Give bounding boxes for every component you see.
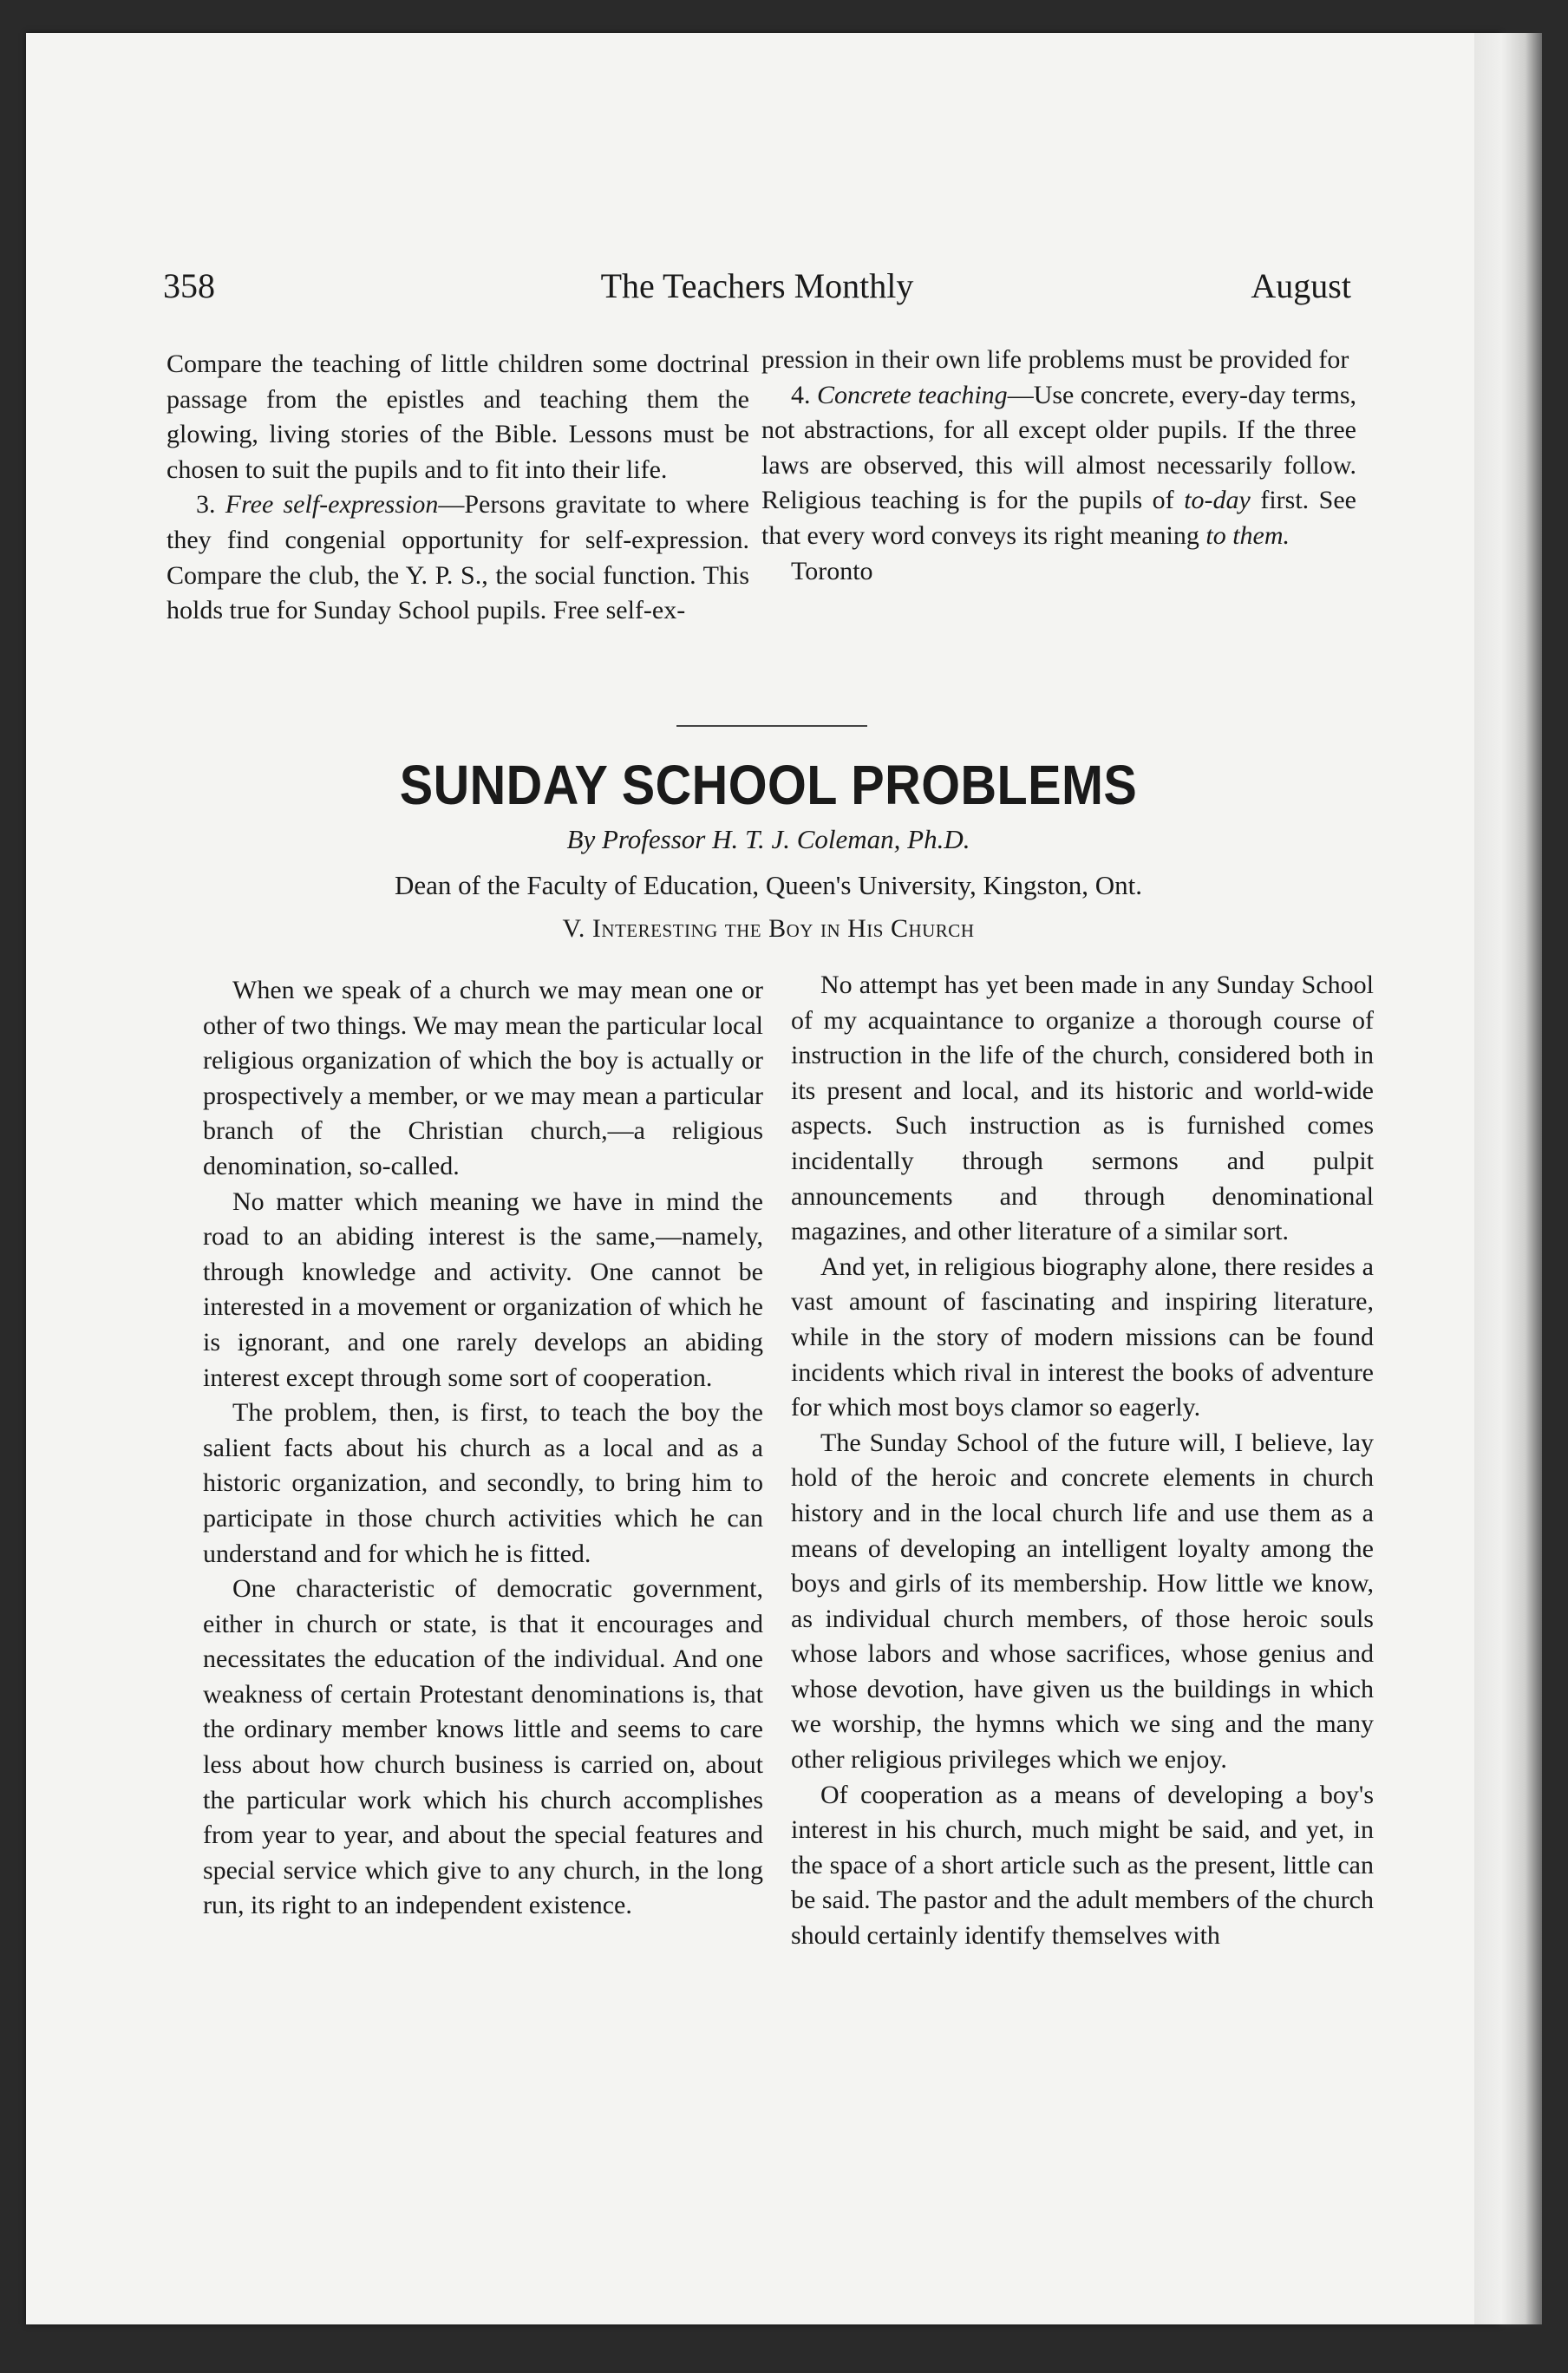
paragraph: Compare the teaching of little children some doctrinal passage from the epistles and teaching them the glowing, living stories of the Bible. Lessons must be chosen to suit the pupils and to fit into their life. [167,350,749,484]
article-title: SUNDAY SCHOOL PROBLEMS [399,754,1138,816]
author-affiliation: Dean of the Faculty of Education, Queen's University, Kingston, Ont. [395,870,1142,900]
section-heading: V. Interesting the Boy in His Church [562,914,975,943]
issue-month: August [1251,266,1351,305]
paragraph: The problem, then, is first, to teach the boy the salient facts about his church as a local and as a historic organization, and secondly, to bring him to participate in those church activities which he can understand and for which he is fitted. [203,1398,763,1568]
paragraph: And yet, in religious biography alone, there resides a vast amount of fascinating and inspiring literature, while in the story of modern missions can be found incidents which rival in interest the books of adventure for which most boys clamor so eagerly. [791,1252,1374,1422]
law-heading: Concrete teaching [817,380,1008,409]
paragraph: 3. Free self-expression—Persons gravitate to where they find congenial opportunity for self-expression. Compare the club, the Y. P. S., the social function. This holds true for Sunday School pupils. Free self-ex- [167,490,749,625]
paragraph: No attempt has yet been made in any Sunday School of my acquaintance to organize a thorough course of instruction in the life of the church, considered both in its present and local, and its historic and world-wide aspects. Such instruction as is furnished comes incidentally through sermons and pulpit announcements and through denominational magazines, and other literature of a similar sort. [791,971,1374,1246]
running-header [163,262,1351,323]
law-heading: Free self-expression [225,490,439,520]
paragraph: pression in their own life problems must be provided for [761,345,1349,374]
journal-title: The Teachers Monthly [600,266,914,305]
previous-article-left-column [167,347,749,629]
byline: By Professor H. T. J. Coleman, Ph.D. [566,824,970,854]
section-divider [676,725,867,727]
paragraph: When we speak of a church we may mean one or other of two things. We may mean the particular local religious organization of which the boy is actually or prospectively a member, or we may mean a particular branch of the Christian church,—a religious denomination, so-called. [203,976,763,1180]
page-edge-shadow [1474,33,1542,2324]
paragraph: The Sunday School of the future will, I believe, lay hold of the heroic and concrete elements in church history and in the local church life and use them as a means of developing an intelligent loyalty among the boys and girls of its membership. How little we know, as individual church members, of those heroic souls whose labors and whose sacrifices, whose genius and whose devotion, have given us the buildings in which we worship, the hymns which we sing and the many other religious privileges which we enjoy. [791,1428,1374,1775]
paragraph: No matter which meaning we have in mind the road to an abiding interest is the same,—namely, through knowledge and activity. One cannot be interested in a movement or organization of which he is ignorant, and one rarely develops an abiding interest except through some sort of cooperation. [203,1186,763,1392]
article-left-column [203,973,763,1924]
paragraph: One characteristic of democratic government, either in church or state, is that it encourages and necessitates the education of the individual. And one weakness of certain Protestant denominations is, that the ordinary member knows little and seems to care less about how church business is carried on, about the particular work which his church accomplishes from year to year, and about the special features and special service which give to any church, in the long run, its right to an independent existence. [203,1574,763,1920]
previous-article-right-column [761,343,1356,589]
paragraph: 4. Concrete teaching—Use concrete, every-day terms, not abstractions, for all except older pupils. If the three laws are observed, this will almost necessarily follow. Religious teaching is for the pupils of to-day first. See that every word conveys its right meaning to them. [761,380,1357,550]
page-number: 358 [163,266,215,305]
signoff-location: Toronto [791,556,873,585]
paragraph: Of cooperation as a means of developing a boy's interest in his church, much might be said, and yet, in the space of a short article such as the present, little can be said. The pastor and the adult members of the church should certainly identify themselves with [791,1780,1374,1951]
article-right-column [791,968,1374,1954]
